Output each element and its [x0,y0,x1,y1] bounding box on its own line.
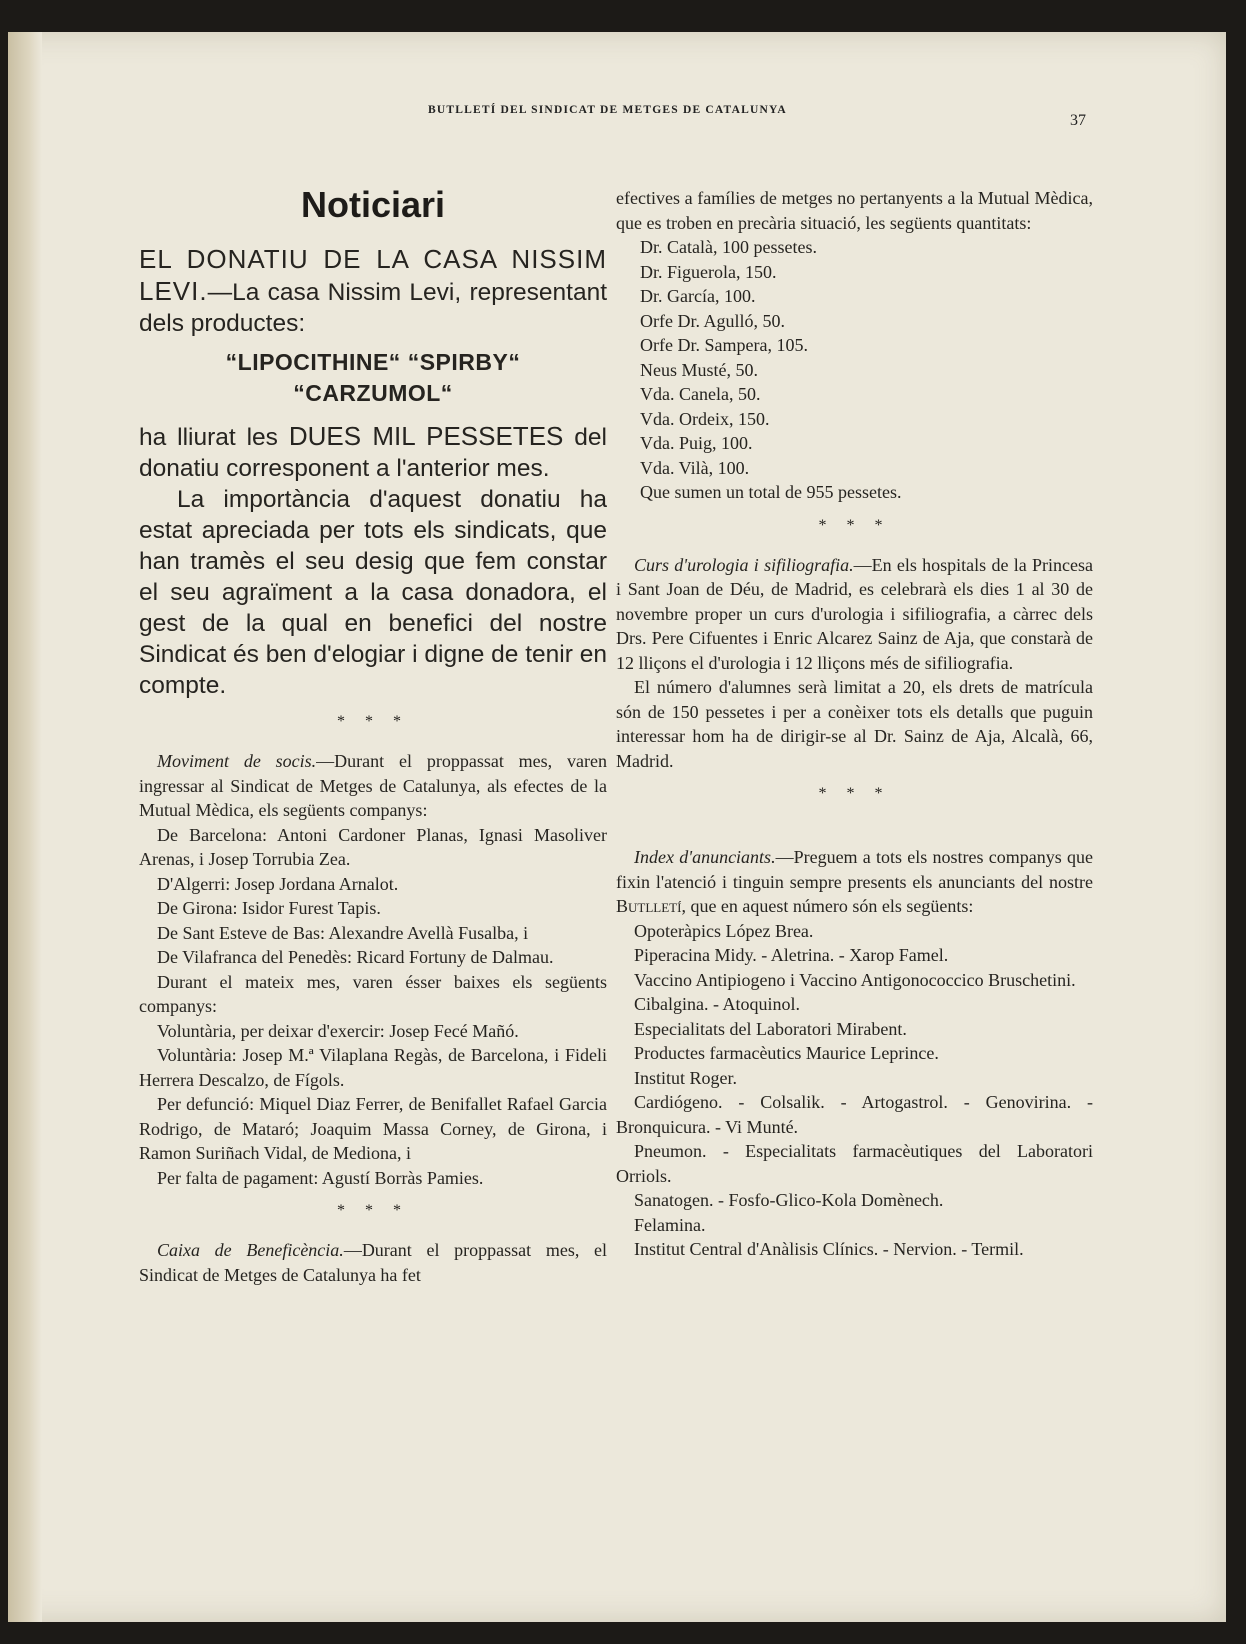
caixa-text: —Durant el proppassat mes, el Sindicat de Metges de Catalunya ha fet [139,1240,607,1285]
products-line-1: “LIPOCITHINE“ “SPIRBY“ [225,349,521,375]
section-title: Noticiari [300,184,446,225]
advertiser-item: Cardiógeno. - Colsalik. - Artogastrol. - Genovirina. - Bronquicura. - Vi Munté. [616,1092,1093,1137]
amount-item: Vda. Vilà, 100. [640,457,750,478]
entry: De Sant Esteve de Bas: Alexandre Avellà Fusalba, i [157,922,529,943]
advertiser-item: Piperacina Midy. - Aletrina. - Xarop Famel. [634,945,949,965]
index-butlleti: Butlletí [616,896,682,916]
advertiser-item: Vaccino Antipiogeno i Vaccino Antigonococcico Bruschetini. [634,969,1076,990]
donation-text-a: ha lliurat les [139,424,289,451]
donation-lead [139,244,607,339]
advertiser-item: Cibalgina. - Atoquinol. [634,994,800,1014]
entry: Per defunció: Miquel Diaz Ferrer, de Benifallet Rafael Garcia Rodrigo, de Mataró; Joaquim Massa Corney, de Girona, i Ramon Suriñach Vidal, de Mediona, i [139,1094,607,1163]
moviment-title: Moviment de socis. [157,751,317,771]
advertiser-item: Sanatogen. - Fosfo-Glico-Kola Domènech. [634,1190,944,1210]
running-header: BUTLLETÍ DEL SINDICAT DE METGES DE CATALUNYA [428,104,787,116]
index-text-a: —Preguem a tots els nostres companys que fixin l'atenció i tinguin sempre presents els anunciants del nostre [616,847,1093,892]
amount-item: Orfe Dr. Agulló, 50. [640,310,785,331]
page [8,32,1226,1622]
separator-stars: * * * [818,516,891,534]
entry: De Girona: Isidor Furest Tapis. [157,898,381,918]
separator-stars: * * * [337,713,409,730]
entry: Voluntària: Josep M.ª Vilaplana Regàs, de Barcelona, i Fideli Herrera Descalzo, de Fígols. [139,1045,607,1090]
separator-stars: * * * [337,1202,409,1219]
donation-heading: EL DONATIU DE LA CASA NISSIM LEVI. [139,244,607,306]
amount-item: Vda. Ordeix, 150. [640,408,770,429]
entry: Voluntària, per deixar d'exercir: Josep Fecé Mañó. [157,1020,519,1041]
index-title: Index d'anunciants. [634,847,776,867]
donation-lead-text: —La casa Nissim Levi, representant dels productes: [139,279,607,337]
advertiser-item: Felamina. [634,1214,706,1235]
advertiser-item: Productes farmacèutics Maurice Leprince. [634,1043,939,1063]
amount-item: Neus Musté, 50. [640,359,758,380]
curs-paragraph [616,553,1093,676]
amount-total: Que sumen un total de 955 pessetes. [640,482,902,502]
advertiser-item: Institut Roger. [634,1067,737,1088]
entry: Durant el mateix mes, varen ésser baixes els següents companys: [139,971,607,1016]
caixa-continuation: efectives a famílies de metges no pertanyents a la Mutual Mèdica, que es troben en precària situació, les següents quantitats: [616,188,1093,233]
entry: De Vilafranca del Penedès: Ricard Fortuny de Dalmau. [157,947,554,967]
entry: Per falta de pagament: Agustí Borràs Pamies. [157,1167,484,1188]
amount-item: Dr. Figuerola, 150. [640,261,777,282]
caixa-title: Caixa de Beneficència. [157,1240,344,1260]
amount-item: Vda. Puig, 100. [640,433,753,453]
entry: De Barcelona: Antoni Cardoner Planas, Ignasi Masoliver Arenas, i Josep Torrubia Zea. [139,824,607,869]
products-line-2: “CARZUMOL“ [293,380,453,406]
moviment-text: —Durant el proppassat mes, varen ingressar al Sindicat de Metges de Catalunya, als efectes de la Mutual Mèdica, els següents companys: [139,751,607,820]
amount-item: Dr. Català, 100 pessetes. [640,237,817,257]
curs-title: Curs d'urologia i sifiliografia. [634,554,854,575]
index-paragraph [616,845,1093,919]
products-list [139,347,607,409]
advertiser-item: Especialitats del Laboratori Mirabent. [634,1018,907,1039]
amount-item: Dr. García, 100. [640,286,756,306]
caixa-paragraph [139,1238,607,1287]
donation-paragraph-2: La importància d'aquest donatiu ha estat apreciada per tots els sindicats, que han tramès el seu desig que fem constar el seu agraïment a la casa donadora, el gest de la qual en benefici del nostre Sindicat és ben d'elogiar i digne de tenir en compte. [139,486,607,699]
amount-item: Vda. Canela, 50. [640,384,761,404]
advertiser-item: Institut Central d'Anàlisis Clínics. - Nervion. - Termil. [634,1239,1024,1259]
advertiser-item: Opoteràpics López Brea. [634,920,814,941]
right-column [616,142,1093,1262]
index-text-b: , que en aquest número són els següents: [681,896,974,916]
page-number: 37 [1070,112,1086,129]
donation-amount: DUES MIL PESSETES [288,421,564,451]
donation-text-b: del donatiu corresponent a l'anterior mes. [139,424,607,482]
entry: D'Algerri: Josep Jordana Arnalot. [157,873,399,894]
moviment-paragraph [139,749,607,823]
amount-item: Orfe Dr. Sampera, 105. [640,335,808,355]
left-column [139,142,607,1287]
book-spine-shadow [8,32,42,1622]
donation-amount-paragraph [139,421,607,484]
curs-text: —En els hospitals de la Princesa i Sant Joan de Déu, de Madrid, es celebrarà els dies 1 al 30 de novembre proper un curs d'urologia i sifiliografia, a càrrec dels Drs. Pere Cifuentes i Enric Alcarez Sainz de Aja, que constarà de 12 lliçons el d'urologia i 12 lliçons més de sifiliografia. [616,554,1093,673]
curs-paragraph-2: El número d'alumnes serà limitat a 20, els drets de matrícula són de 150 pessetes i per a conèixer tots els detalls que puguin interessar hom ha de dirigir-se al Dr. Sainz de Aja, Alcalà, 66, Madrid. [616,677,1093,771]
advertiser-item: Pneumon. - Especialitats farmacèutiques del Laboratori Orriols. [616,1141,1093,1186]
separator-stars: * * * [818,785,891,802]
